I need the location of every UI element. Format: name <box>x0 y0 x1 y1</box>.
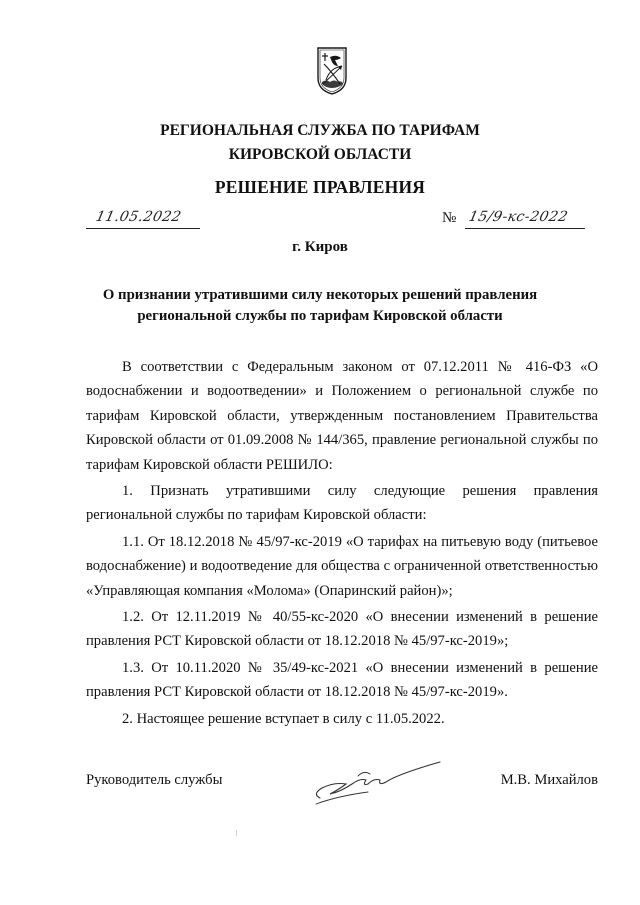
decision-date-field <box>86 206 200 229</box>
body-paragraph-preamble: В соответствии с Федеральным законом от 07.12.2011 № 416-ФЗ «О водоснабжении и водоотведении» и Положением о региональной службе по тарифам Кировской области, утвержденным постановлением Правительства Кировской области от 01.09.2008 № 144/365, правление региональной службы по тарифам Кировской области РЕШИЛО: <box>86 359 598 473</box>
handwritten-signature-icon <box>308 754 448 810</box>
signer-name: М.В. Михайлов <box>500 772 598 788</box>
city: г. Киров <box>292 239 348 255</box>
body-item-1-2: 1.2. От 12.11.2019 № 40/55-кс-2020 «О внесении изменений в решение правления РСТ Кировской области от 18.12.2018 № 45/97-кс-2019»; <box>86 609 598 650</box>
number-sign: № <box>442 210 457 226</box>
body-item-1-1: 1.1. От 18.12.2018 № 45/97-кс-2019 «О тарифах на питьевую воду (питьевое водоснабжение) и водоотведение для общества с ограниченной ответственностью «Управляющая компания «Молома» (Опаринский район)»; <box>86 533 598 599</box>
subject-line-2: региональной службы по тарифам Кировской области <box>137 308 503 324</box>
agency-name <box>0 119 640 167</box>
page-mark <box>236 830 237 836</box>
decision-title: РЕШЕНИЕ ПРАВЛЕНИЯ <box>214 177 426 197</box>
coat-of-arms-icon <box>316 44 348 96</box>
signature-block <box>86 766 598 816</box>
decision-body <box>86 355 598 733</box>
decision-date: 11.05.2022 <box>94 209 183 225</box>
body-item-1: 1. Признать утратившими силу следующие решения правления региональной службы по тарифам Кировской области: <box>86 483 598 524</box>
body-item-1-3: 1.3. От 10.11.2020 № 35/49-кс-2021 «О внесении изменений в решение правления РСТ Кировской области от 18.12.2018 № 45/97-кс-2019». <box>86 659 598 701</box>
agency-name-line-2: КИРОВСКОЙ ОБЛАСТИ <box>228 146 412 163</box>
decision-number-field <box>465 206 585 229</box>
subject-line-1: О признании утратившими силу некоторых решений правления <box>102 287 538 303</box>
decision-subject <box>0 285 640 327</box>
signer-title: Руководитель службы <box>86 772 223 788</box>
agency-name-line-1: РЕГИОНАЛЬНАЯ СЛУЖБА ПО ТАРИФАМ <box>160 122 480 139</box>
body-item-2: 2. Настоящее решение вступает в силу с 11.05.2022. <box>122 710 445 727</box>
decision-number: 15/9-кс-2022 <box>467 209 570 225</box>
